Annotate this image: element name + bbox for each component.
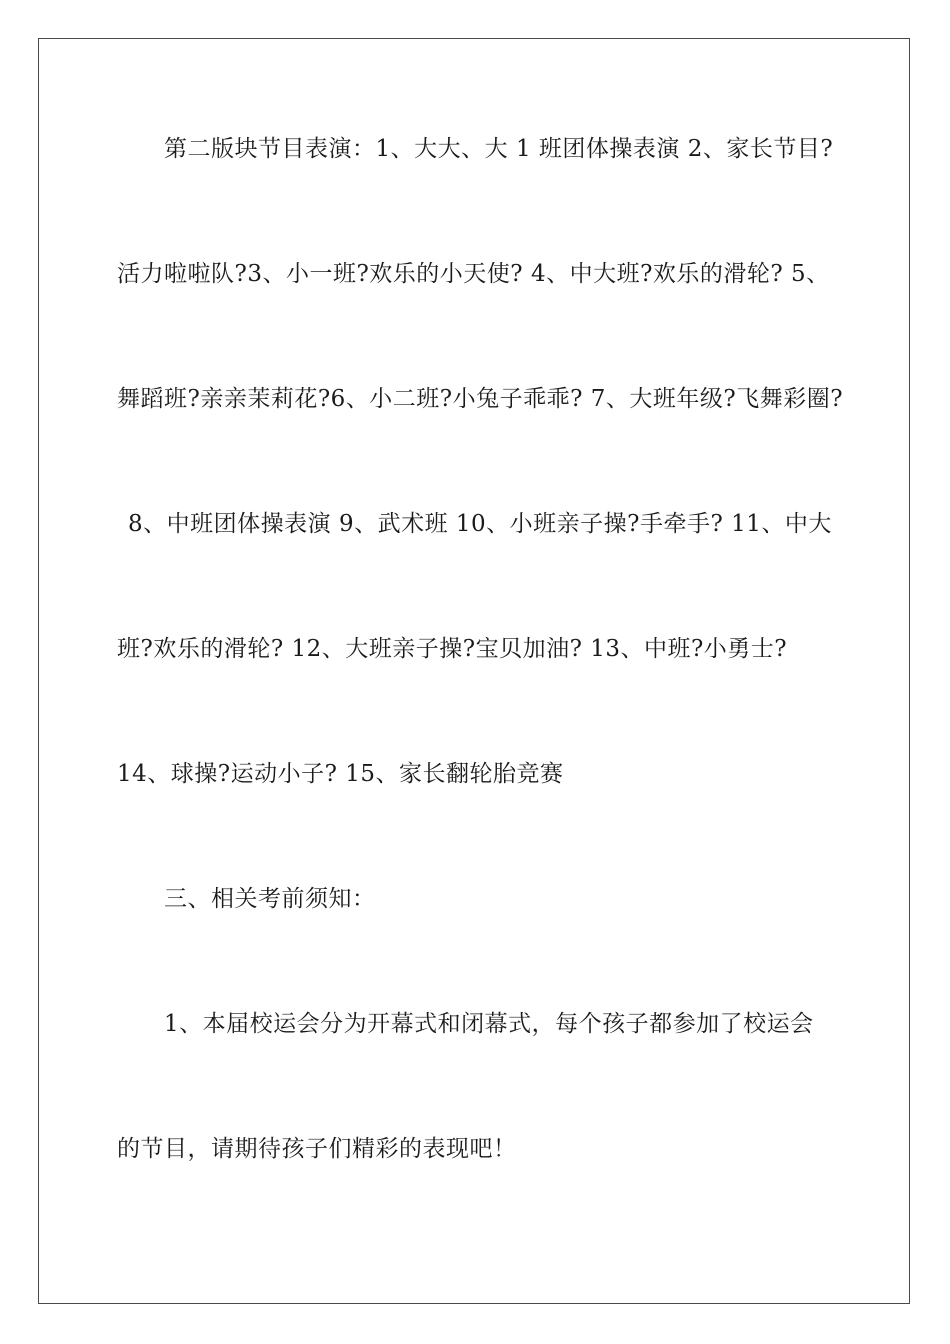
paragraph-line-program-list-3: 舞蹈班?亲亲茉莉花?6、小二班?小兔子乖乖? 7、大班年级?飞舞彩圈? [117,386,844,412]
paragraph-line-program-list-6: 14、球操?运动小子? 15、家长翻轮胎竞赛 [117,761,564,787]
paragraph-line-program-list-2: 活力啦啦队?3、小一班?欢乐的小天使? 4、中大班?欢乐的滑轮? 5、 [117,261,830,287]
paragraph-line-notice-2: 的节目，请期待孩子们精彩的表现吧！ [117,1136,517,1162]
paragraph-line-program-list-4: 8、中班团体操表演 9、武术班 10、小班亲子操?手牵手? 11、中大 [128,511,832,537]
paragraph-line-program-intro: 第二版块节目表演：1、大大、大 1 班团体操表演 2、家长节目? [164,136,834,162]
section-heading-notice: 三、相关考前须知： [164,886,376,912]
paragraph-line-program-list-5: 班?欢乐的滑轮? 12、大班亲子操?宝贝加油? 13、中班?小勇士? [117,636,788,662]
paragraph-line-notice-1: 1、本届校运会分为开幕式和闭幕式，每个孩子都参加了校运会 [164,1011,814,1037]
page-border [38,38,910,1304]
